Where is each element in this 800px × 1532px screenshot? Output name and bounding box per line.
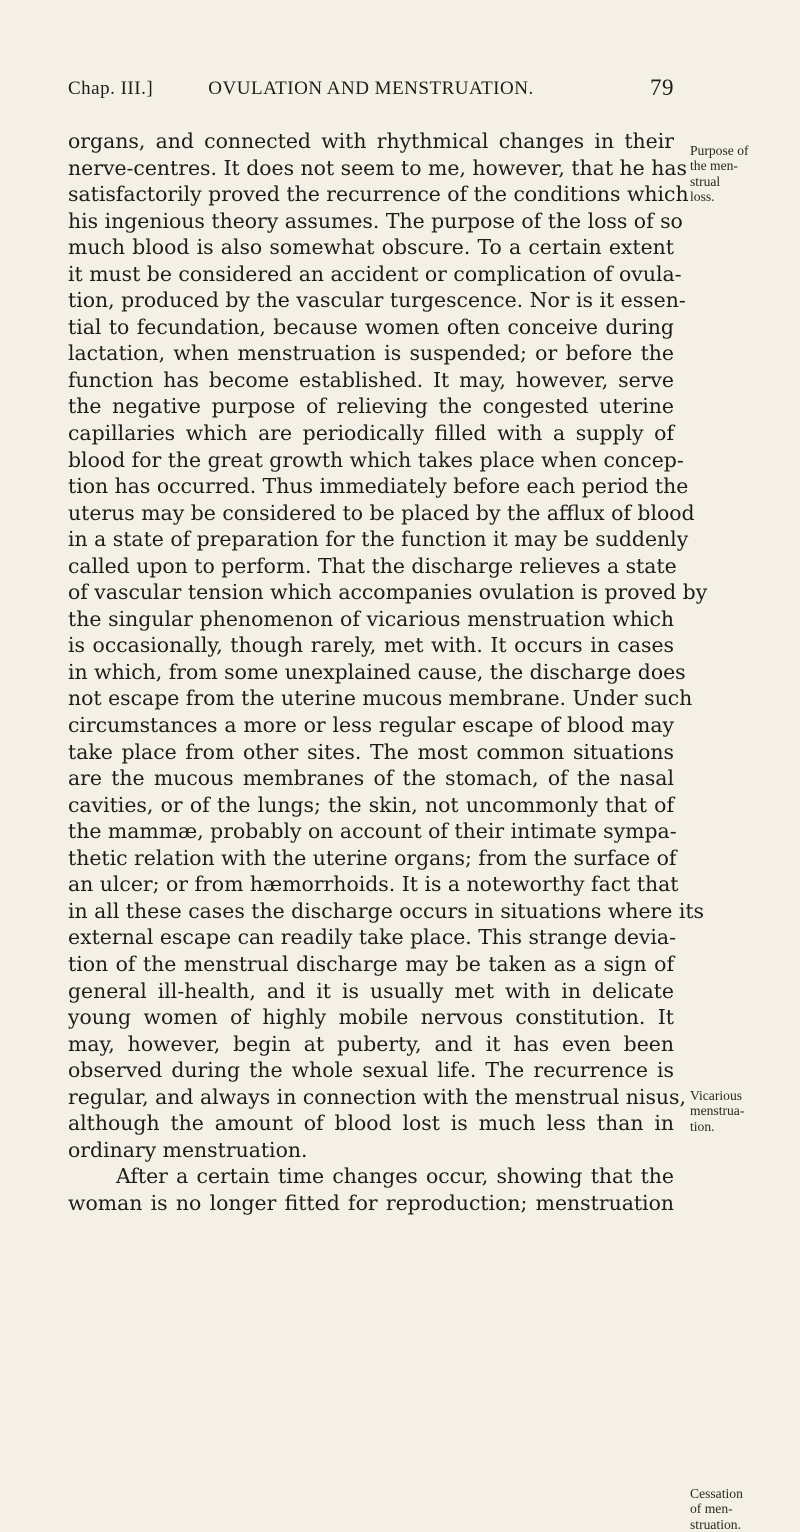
text-line: thetic relation with the uterine organs; from the surface of [68, 845, 677, 870]
text-line: called upon to perform. That the discharge relieves a state [68, 553, 677, 578]
text-line: take place from other sites. The most common situations [68, 739, 674, 764]
text-line: tion of the menstrual discharge may be taken as a sign of [68, 951, 674, 976]
text-line: woman is no longer fitted for reproduction; menstruation [68, 1190, 674, 1215]
text-line: the mammæ, probably on account of their intimate sympa- [68, 819, 677, 844]
text-line: of vascular tension which accompanies ovulation is proved by [68, 580, 708, 605]
text-line: satisfactorily proved the recurrence of the conditions which [68, 182, 689, 207]
text-line: tion, produced by the vascular turgescence. Nor is it essen- [68, 288, 686, 313]
text-line: tion has occurred. Thus immediately before each period the [68, 474, 689, 499]
text-line: lactation, when menstruation is suspended; or before the [68, 341, 674, 366]
text-line: external escape can readily take place. This strange devia- [68, 925, 676, 950]
text-line: are the mucous membranes of the stomach, of the nasal [68, 766, 674, 791]
text-line: circumstances a more or less regular escape of blood may [68, 713, 674, 738]
running-head [68, 75, 674, 106]
text-line: in all these cases the discharge occurs in situations where its [68, 898, 704, 923]
body-text [68, 128, 708, 1216]
chapter-label: Chap. III.] [68, 78, 154, 99]
text-line: the singular phenomenon of vicarious menstruation which [68, 606, 674, 631]
text-line: regular, and always in connection with the menstrual nisus, [68, 1084, 687, 1109]
text-line: capillaries which are periodically filled with a supply of [68, 421, 674, 446]
margin-note-vicarious: Vicarious menstrua- tion. [690, 1088, 745, 1134]
text-line: uterus may be considered to be placed by the afflux of blood [68, 500, 695, 525]
text-line: nerve-centres. It does not seem to me, however, that he has [68, 155, 687, 180]
margin-note-cessation: Cessation of men- struation. [690, 1486, 743, 1532]
margin-note-purpose: Purpose of the men- strual loss. [690, 143, 749, 205]
text-line: is occasionally, though rarely, met with. It occurs in cases [68, 633, 674, 658]
text-line: observed during the whole sexual life. The recurrence is [68, 1058, 674, 1083]
text-line: tial to fecundation, because women often conceive during [68, 314, 674, 339]
text-line: the negative purpose of relieving the congested uterine [68, 394, 674, 419]
text-line: in a state of preparation for the function it may be suddenly [68, 527, 689, 552]
page-number: 79 [650, 75, 674, 100]
text-line: may, however, begin at puberty, and it has even been [68, 1031, 674, 1056]
text-line: young women of highly mobile nervous constitution. It [68, 1005, 674, 1030]
text-line: much blood is also somewhat obscure. To a certain extent [68, 235, 674, 260]
text-line: function has become established. It may, however, serve [68, 367, 674, 392]
running-title: OVULATION AND MENSTRUATION. [208, 78, 534, 99]
text-line: it must be considered an accident or complication of ovula- [68, 261, 682, 286]
text-line: not escape from the uterine mucous membrane. Under such [68, 686, 693, 711]
text-line: cavities, or of the lungs; the skin, not uncommonly that of [68, 792, 674, 817]
text-line: his ingenious theory assumes. The purpose of the loss of so [68, 208, 683, 233]
text-line: organs, and connected with rhythmical changes in their [68, 129, 674, 153]
text-line: an ulcer; or from hæmorrhoids. It is a noteworthy fact that [68, 872, 679, 897]
text-line: in which, from some unexplained cause, the discharge does [68, 659, 686, 684]
text-line: general ill-health, and it is usually met with in delicate [68, 978, 674, 1003]
text-line-paragraph-start: After a certain time changes occur, showing that the [116, 1164, 674, 1189]
text-line: although the amount of blood lost is much less than in [68, 1111, 674, 1136]
text-line: blood for the great growth which takes place when concep- [68, 447, 684, 472]
text-line-paragraph-end: ordinary menstruation. [68, 1137, 308, 1162]
